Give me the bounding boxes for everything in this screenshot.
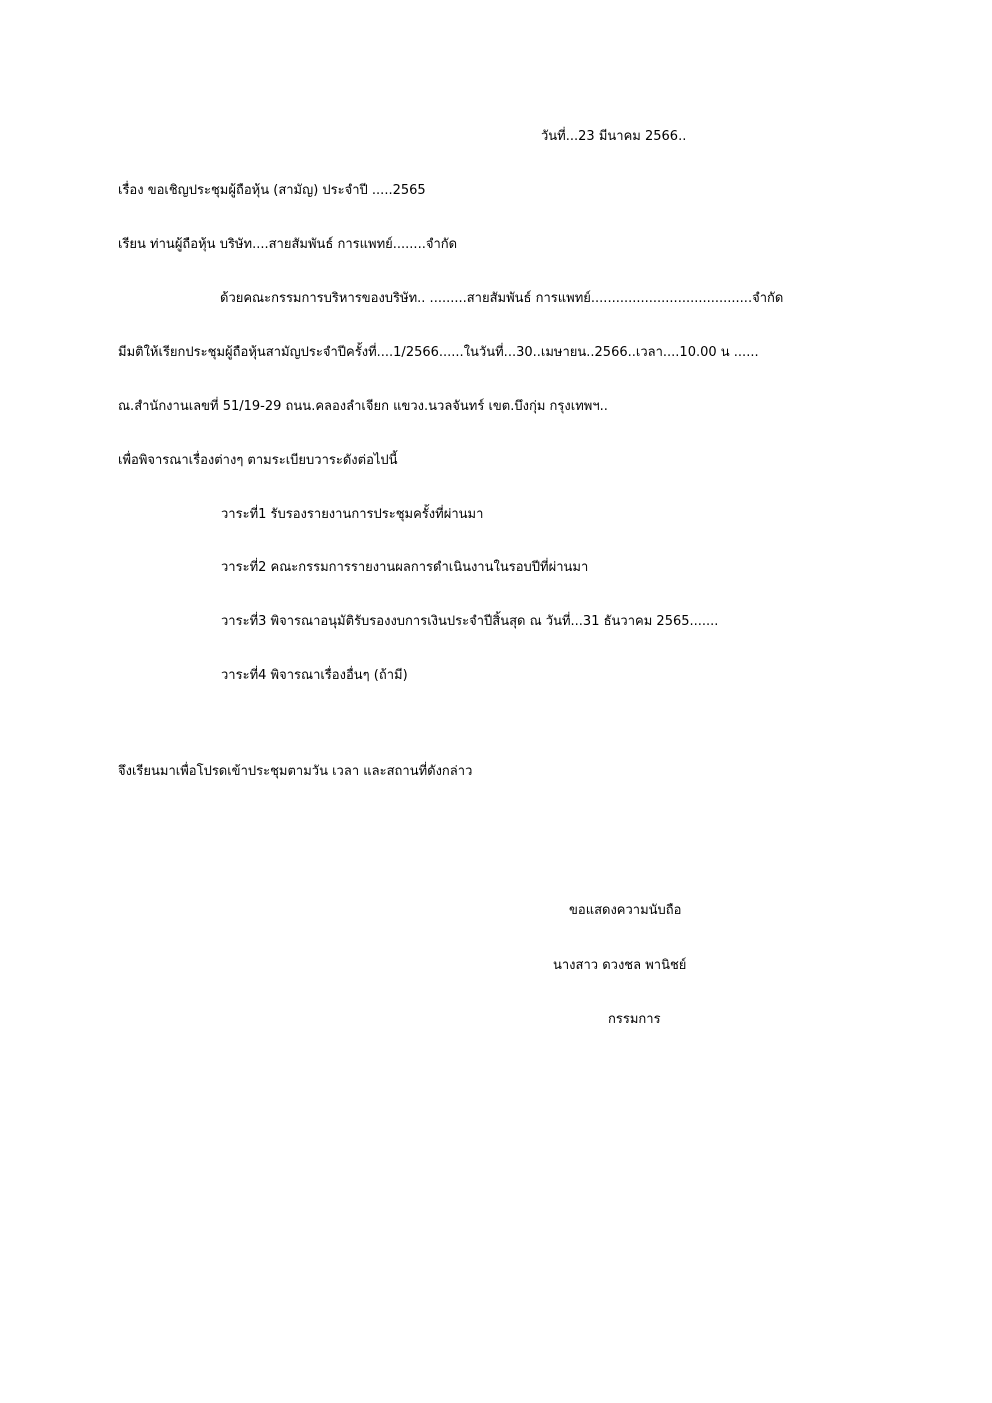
body-paragraph-line: เพื่อพิจารณาเรื่องต่างๆ ตามระเบียบวาระดังต่อไปนี้ [118,453,398,468]
letter-recipient: เรียน ท่านผู้ถือหุ้น บริษัท....สายสัมพันธ์ การแพทย์........จำกัด [118,237,458,252]
agenda-item-4: วาระที่4 พิจารณาเรื่องอื่นๆ (ถ้ามี) [221,668,408,683]
letter-subject: เรื่อง ขอเชิญประชุมผู้ถือหุ้น (สามัญ) ประจำปี .....2565 [118,183,426,198]
signature-title: กรรมการ [608,1012,661,1027]
letter-date: วันที่...23 มีนาคม 2566.. [541,129,687,144]
signature-regards: ขอแสดงความนับถือ [569,903,682,918]
body-paragraph-line: มีมติให้เรียกประชุมผู้ถือหุ้นสามัญประจำปีครั้งที่....1/2566......ในวันที่...30..เมษายน..2566..เวลา....10.00 น ...... [118,345,759,360]
body-paragraph-line: ด้วยคณะกรรมการบริหารของบริษัท.. .........สายสัมพันธ์ การแพทย์.......................................จำกัด [220,291,784,306]
body-paragraph-line: ณ.สำนักงานเลขที่ 51/19-29 ถนน.คลองลำเจียก แขวง.นวลจันทร์ เขต.บึงกุ่ม กรุงเทพฯ.. [118,399,608,414]
agenda-item-3: วาระที่3 พิจารณาอนุมัติรับรองงบการเงินประจำปีสิ้นสุด ณ วันที่...31 ธันวาคม 2565....... [221,614,719,629]
agenda-item-2: วาระที่2 คณะกรรมการรายงานผลการดำเนินงานในรอบปีที่ผ่านมา [221,560,589,575]
agenda-item-1: วาระที่1 รับรองรายงานการประชุมครั้งที่ผ่านมา [221,507,484,522]
letter-closing: จึงเรียนมาเพื่อโปรดเข้าประชุมตามวัน เวลา และสถานที่ดังกล่าว [118,764,473,779]
signature-name: นางสาว ดวงชล พานิชย์ [553,958,687,973]
